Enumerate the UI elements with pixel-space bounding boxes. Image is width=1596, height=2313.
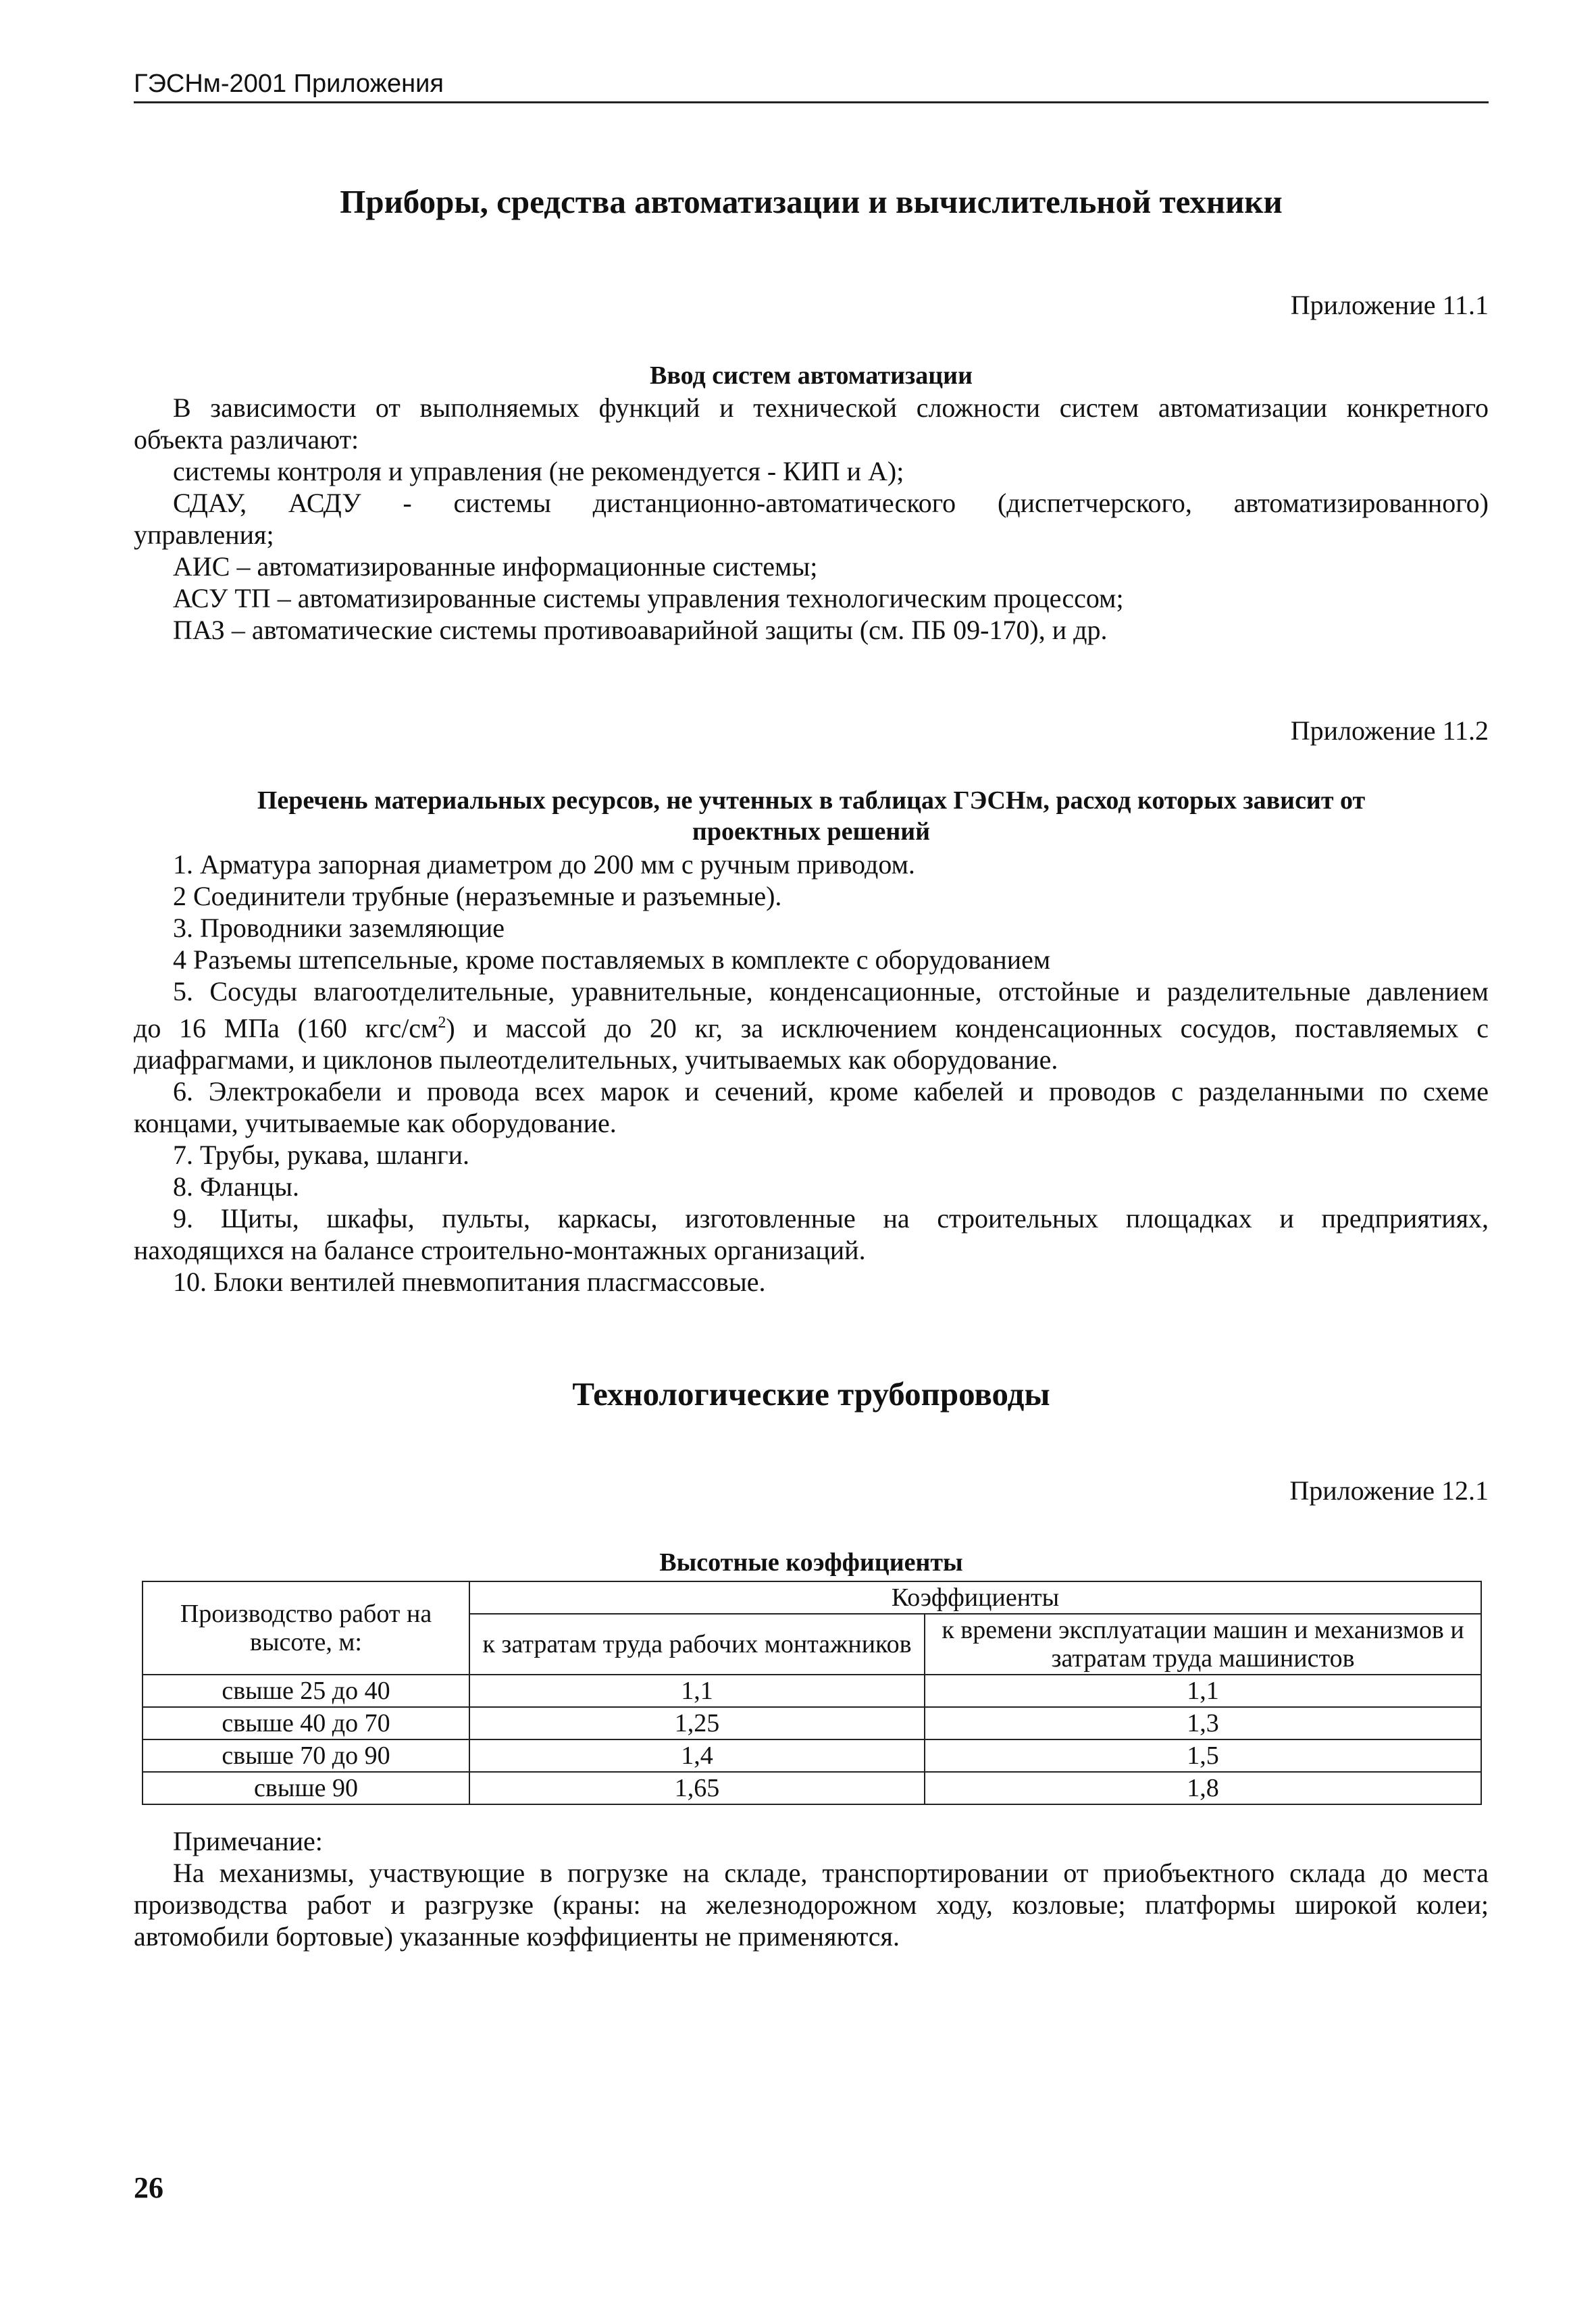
running-header: ГЭСНм-2001 Приложения [134, 70, 1489, 103]
subtitle-line: проектных решений [692, 817, 931, 846]
note-line: производства работ и разгрузке (краны: на железнодорожном ходу, козловые; платформы широкой колеи; [134, 1889, 1489, 1920]
intro-line: объекта различают: [134, 424, 359, 455]
automation-systems-text [134, 392, 1489, 646]
note-label: Примечание: [173, 1826, 323, 1856]
appendix-label-11-2: Приложение 11.2 [1290, 715, 1489, 746]
height-coefficients-table [142, 1581, 1482, 1805]
page-number: 26 [134, 2171, 163, 2204]
system-item: АИС – автоматизированные информационные системы; [173, 551, 818, 582]
appendix-label-12-1: Приложение 12.1 [1289, 1475, 1489, 1506]
table-row: свыше 90 1,65 1,8 [143, 1772, 1481, 1804]
list-item: 6. Электрокабели и провода всех марок и сечений, кроме кабелей и проводов с разделанными по схеме [173, 1076, 1489, 1107]
note-line: автомобили бортовые) указанные коэффициенты не применяются. [134, 1921, 900, 1952]
subtitle-line: Перечень материальных ресурсов, не учтенных в таблицах ГЭСНм, расход которых зависит от [257, 786, 1366, 815]
table-header-coefficients: Коэффициенты [469, 1581, 1481, 1614]
material-resources-list [134, 848, 1489, 1298]
system-item: АСУ ТП – автоматизированные системы управления технологическим процессом; [173, 583, 1124, 613]
list-item: диафрагмами, и циклонов пылеотделительных, учитываемых как оборудование. [134, 1044, 1058, 1075]
list-item: 5. Сосуды влагоотделительные, уравнительные, конденсационные, отстойные и разделительные давлением [173, 976, 1489, 1007]
system-item: ПАЗ – автоматические системы противоаварийной защиты (см. ПБ 09-170), и др. [173, 615, 1108, 645]
intro-line: В зависимости от выполняемых функций и технической сложности систем автоматизации конкретного [173, 392, 1489, 423]
appendix-label-11-1: Приложение 11.1 [1290, 290, 1489, 320]
list-item: находящихся на балансе строительно-монтажных организаций. [134, 1235, 866, 1266]
list-item: 2 Соединители трубные (неразъемные и разъемные). [173, 881, 782, 911]
list-item: 8. Фланцы. [173, 1171, 300, 1202]
table-note [134, 1825, 1489, 1952]
section-title-instruments: Приборы, средства автоматизации и вычислительной техники [340, 183, 1283, 220]
table-row: свыше 70 до 90 1,4 1,5 [143, 1739, 1481, 1772]
system-item: системы контроля и управления (не рекомендуется - КИП и А); [173, 456, 904, 486]
table-header-height: Производство работ на высоте, м: [143, 1581, 469, 1675]
list-item: до 16 МПа (160 кгс/$см^2$) и массой до 20 кг, за исключением конденсационных сосудов, поставляемых с [134, 1013, 1489, 1044]
list-item: 4 Разъемы штепсельные, кроме поставляемых в комплекте с оборудованием [173, 944, 1051, 975]
table-header-machines: к времени эксплуатации машин и механизмов и затратам труда машинистов [925, 1614, 1481, 1675]
subtitle-material-resources [134, 785, 1489, 847]
list-item: концами, учитываемые как оборудование. [134, 1108, 617, 1139]
note-line: На механизмы, участвующие в погрузке на складе, транспортировании от приобъектного склада до места [173, 1858, 1489, 1888]
table-row: свыше 25 до 40 1,1 1,1 [143, 1675, 1481, 1707]
list-item: 10. Блоки вентилей пневмопитания пласгмассовые. [173, 1267, 766, 1298]
table-row: свыше 40 до 70 1,25 1,3 [143, 1707, 1481, 1739]
list-item: 3. Проводники заземляющие [173, 913, 505, 943]
list-item: 7. Трубы, рукава, шланги. [173, 1140, 469, 1171]
section-title-pipelines: Технологические трубопроводы [572, 1375, 1050, 1413]
list-item: 1. Арматура запорная диаметром до 200 мм с ручным приводом. [173, 849, 915, 880]
list-item: 9. Щиты, шкафы, пульты, каркасы, изготовленные на строительных площадках и предприятиях, [173, 1203, 1489, 1234]
subtitle-automation-input: Ввод систем автоматизации [650, 361, 973, 390]
table-header-labor: к затратам труда рабочих монтажников [469, 1614, 925, 1675]
system-item: управления; [134, 519, 274, 550]
system-item: СДАУ, АСДУ - системы дистанционно-автоматического (диспетчерского, автоматизированного) [173, 488, 1489, 518]
table-title: Высотные коэффициенты [659, 1548, 963, 1577]
